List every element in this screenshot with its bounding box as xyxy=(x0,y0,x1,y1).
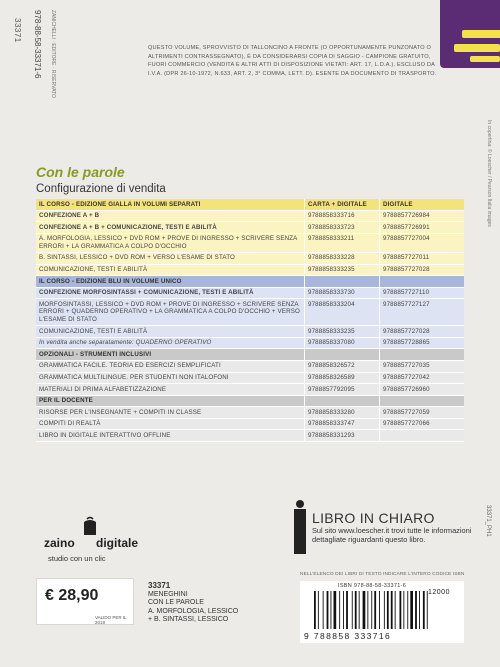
table-row xyxy=(36,372,464,384)
barcode-bar xyxy=(339,591,340,629)
row-label: A. MORFOLOGIA, LESSICO + DVD ROM + PROVE DI INGRESSO + SCRIVERE SENZA ERRORI + LA GRAMMATICA A COLPO D'OCCHIO xyxy=(36,233,305,252)
digitale-isbn: 9788857727028 xyxy=(380,264,465,276)
barcode-bar xyxy=(323,591,324,629)
row-label: B. SINTASSI, LESSICO + DVD ROM + VERSO L'ESAME DI STATO xyxy=(36,252,305,264)
spine-isbn xyxy=(30,10,48,130)
digitale-isbn: 9788857727011 xyxy=(380,252,465,264)
barcode-bar xyxy=(318,591,319,629)
barcode-bar xyxy=(327,591,329,629)
row-label: GRAMMATICA FACILE. TEORIA ED ESERCIZI SEMPLIFICATI xyxy=(36,360,305,372)
carta-digitale-isbn: 9788858333280 xyxy=(305,407,380,419)
barcode-bar xyxy=(384,591,385,629)
price-amount: € 28,90 xyxy=(45,587,99,604)
row-label: In vendita anche separatamente: QUADERNO OPERATIVO xyxy=(36,337,305,349)
row-label: OPZIONALI - STRUMENTI INCLUSIVI xyxy=(36,349,305,361)
row-label: IL CORSO - EDIZIONE GIALLA IN VOLUMI SEPARATI xyxy=(36,199,305,210)
table-row xyxy=(36,222,464,234)
barcode-digits: 9 788858 333716 xyxy=(304,631,392,641)
corner-sticker xyxy=(440,0,500,68)
side-copyright xyxy=(484,120,494,320)
row-label: CONFEZIONE MORFOSINTASSI + COMUNICAZIONE, TESTI E ABILITÀ xyxy=(36,287,305,299)
barcode-bar xyxy=(379,591,380,629)
spine-code xyxy=(4,18,28,168)
barcode-bar xyxy=(400,591,402,629)
price-box xyxy=(36,578,134,625)
spine-code-text: 33371 xyxy=(13,18,22,43)
sticker-stripe xyxy=(462,30,500,38)
carta-digitale-isbn: 9788858326572 xyxy=(305,360,380,372)
row-label: IL CORSO - EDIZIONE BLU IN VOLUME UNICO xyxy=(36,276,305,288)
table-row xyxy=(36,233,464,252)
carta-digitale-isbn: 9788858333723 xyxy=(305,222,380,234)
zaino-tagline: studio con un clic xyxy=(48,554,106,563)
digitale-isbn: 9788857726960 xyxy=(380,384,465,396)
table-row xyxy=(36,287,464,299)
table-row xyxy=(36,430,464,442)
table-row xyxy=(36,276,464,288)
barcode xyxy=(300,581,464,643)
row-label: MATERIALI DI PRIMA ALFABETIZZAZIONE xyxy=(36,384,305,396)
barcode-bar xyxy=(314,591,316,629)
table-row xyxy=(36,395,464,407)
legal-notice: QUESTO VOLUME, SPROVVISTO DI TALLONCINO A FRONTE (O OPPORTUNAMENTE PUNZONATO O ALTRIMENTI CONTRASSEGNATO), È DA CONSIDERARSI COPIA DI SAGGIO - CAMPIONE GRATUITO, FUORI COMMERCIO (VENDITA E ALTRI ATTI DI DISPOSIZIONE VIETATI: ART. 17, L.D.A.). ESCLUSO DA I.V.A. (DPR 26-10-1972, N.633, ART. 2, 3° COMMA, LETT. D). ESENTE DA DOCUMENTO DI TRASPORTO. xyxy=(148,45,437,77)
row-label: CONFEZIONE A + B xyxy=(36,210,305,222)
table-row xyxy=(36,384,464,396)
digitale-isbn: 9788857728865 xyxy=(380,337,465,349)
libro-in-chiaro xyxy=(294,500,472,555)
barcode-bar xyxy=(415,591,417,629)
carta-digitale-isbn: 9788858333235 xyxy=(305,326,380,338)
config-subtitle: Configurazione di vendita xyxy=(36,183,166,195)
digitale-isbn: DIGITALE xyxy=(380,199,465,210)
barcode-bar xyxy=(419,591,420,629)
carta-digitale-isbn: 9788858337080 xyxy=(305,337,380,349)
table-row xyxy=(36,360,464,372)
digitale-isbn: 9788857727066 xyxy=(380,418,465,430)
barcode-bar xyxy=(367,591,368,629)
barcode-isbn: ISBN 978-88-58-33371-6 xyxy=(338,583,407,589)
book-code: 33371 xyxy=(148,581,171,590)
row-label: COMUNICAZIONE, TESTI E ABILITÀ xyxy=(36,264,305,276)
carta-digitale-isbn: CARTA + DIGITALE xyxy=(305,199,380,210)
row-label: COMPITI DI REALTÀ xyxy=(36,418,305,430)
digitale-word: digitale xyxy=(96,536,139,550)
barcode-bar xyxy=(359,591,360,629)
barcode-bar xyxy=(407,591,408,629)
digitale-isbn: 9788857726984 xyxy=(380,210,465,222)
table-row xyxy=(36,407,464,419)
digitale-isbn: 9788857727004 xyxy=(380,233,465,252)
code-line: A. MORFOLOGIA, LESSICO xyxy=(148,607,239,615)
barcode-bar xyxy=(355,591,357,629)
row-label: RISORSE PER L'INSEGNANTE + COMPITI IN CLASSE xyxy=(36,407,305,419)
table-row xyxy=(36,349,464,361)
carta-digitale-isbn: 9788858333204 xyxy=(305,299,380,326)
digitale-isbn xyxy=(380,276,465,288)
table-row xyxy=(36,418,464,430)
digitale-isbn: 9788857727035 xyxy=(380,360,465,372)
carta-digitale-isbn: 9788858333716 xyxy=(305,210,380,222)
table-row xyxy=(36,326,464,338)
digitale-isbn: 9788857727110 xyxy=(380,287,465,299)
carta-digitale-isbn: 9788857792095 xyxy=(305,384,380,396)
libro-in-chiaro-desc: Sul sito www.loescher.it trovi tutte le informazioni dettagliate riguardanti questo libro. xyxy=(312,526,472,544)
carta-digitale-isbn: 9788858326589 xyxy=(305,372,380,384)
table-row xyxy=(36,337,464,349)
row-label: CONFEZIONE A + B + COMUNICAZIONE, TESTI E ABILITÀ xyxy=(36,222,305,234)
zaino-word: zaino xyxy=(44,536,75,550)
carta-digitale-isbn xyxy=(305,276,380,288)
barcode-bar xyxy=(346,591,348,629)
barcode-bar xyxy=(371,591,372,629)
carta-digitale-isbn: 9788858333211 xyxy=(305,233,380,252)
price-validity: VALIDO PER IL 2019 xyxy=(95,615,127,625)
barcode-bar xyxy=(334,591,337,629)
table-row xyxy=(36,210,464,222)
barcode-bar xyxy=(374,591,376,629)
carta-digitale-isbn: 9788858333228 xyxy=(305,252,380,264)
carta-digitale-isbn: 9788858333730 xyxy=(305,287,380,299)
digitale-isbn xyxy=(380,349,465,361)
barcode-bar xyxy=(343,591,344,629)
sales-config-table xyxy=(36,199,464,442)
row-label: PER IL DOCENTE xyxy=(36,395,305,407)
code-line: MENEGHINI xyxy=(148,590,188,598)
table-row xyxy=(36,252,464,264)
spine-tiny xyxy=(48,10,60,120)
book-code-block xyxy=(148,582,268,625)
book-title: Con le parole xyxy=(36,164,125,180)
row-label: LIBRO IN DIGITALE INTERATTIVO OFFLINE xyxy=(36,430,305,442)
spine-right-text: 33371_PH1 xyxy=(485,505,491,537)
barcode-bar xyxy=(352,591,353,629)
table-row xyxy=(36,199,464,210)
sticker-stripe xyxy=(470,56,500,62)
barcode-bar xyxy=(423,591,425,629)
spine-right-code xyxy=(482,505,494,565)
digitale-isbn: 9788857727059 xyxy=(380,407,465,419)
spine-isbn-text: 978-88-58-33371-6 xyxy=(33,10,42,79)
carta-digitale-isbn xyxy=(305,349,380,361)
spine-tiny-text: ZANICHELLI · EDITORE · RISERVATO xyxy=(50,10,56,98)
side-copyright-text: In copertina: © Loescher / Pearson Italia images xyxy=(486,120,492,227)
row-label: COMUNICAZIONE, TESTI E ABILITÀ xyxy=(36,326,305,338)
barcode-bar xyxy=(403,591,404,629)
sticker-stripe xyxy=(454,44,500,52)
carta-digitale-isbn: 9788858333235 xyxy=(305,264,380,276)
digitale-isbn: 9788857727028 xyxy=(380,326,465,338)
carta-digitale-isbn: 9788858333747 xyxy=(305,418,380,430)
row-label: GRAMMATICA MULTILINGUE. PER STUDENTI NON ITALOFONI xyxy=(36,372,305,384)
barcode-bar xyxy=(410,591,413,629)
barcode-bar xyxy=(387,591,389,629)
digitale-isbn: 9788857727042 xyxy=(380,372,465,384)
digitale-isbn: 9788857727127 xyxy=(380,299,465,326)
code-line: CON LE PAROLE xyxy=(148,599,204,606)
barcode-bar xyxy=(395,591,396,629)
barcode-bar xyxy=(427,591,428,629)
isbn-note: NELL'ELENCO DEI LIBRI DI TESTO INDICARE L'INTERO CODICE ISBN xyxy=(300,572,465,577)
table-row xyxy=(36,299,464,326)
barcode-bar xyxy=(391,591,393,629)
zaino-digitale-logo xyxy=(44,516,194,564)
barcode-price-code: 12000 xyxy=(428,589,450,596)
digitale-isbn xyxy=(380,430,465,442)
code-line: + B. SINTASSI, LESSICO xyxy=(148,616,229,623)
carta-digitale-isbn xyxy=(305,395,380,407)
table-row xyxy=(36,264,464,276)
digitale-isbn: 9788857726991 xyxy=(380,222,465,234)
libro-in-chiaro-title: LIBRO IN CHIARO xyxy=(312,510,435,526)
backpack-icon xyxy=(82,516,98,536)
row-label: MORFOSINTASSI, LESSICO + DVD ROM + PROVE DI INGRESSO + SCRIVERE SENZA ERRORI + QUADERNO OPERATIVO + LA GRAMMATICA A COLPO D'OCCHIO + VERSO L'ESAME DI STATO xyxy=(36,299,305,326)
carta-digitale-isbn: 9788858331293 xyxy=(305,430,380,442)
barcode-bar xyxy=(363,591,366,629)
barcode-bar xyxy=(331,591,332,629)
digitale-isbn xyxy=(380,395,465,407)
